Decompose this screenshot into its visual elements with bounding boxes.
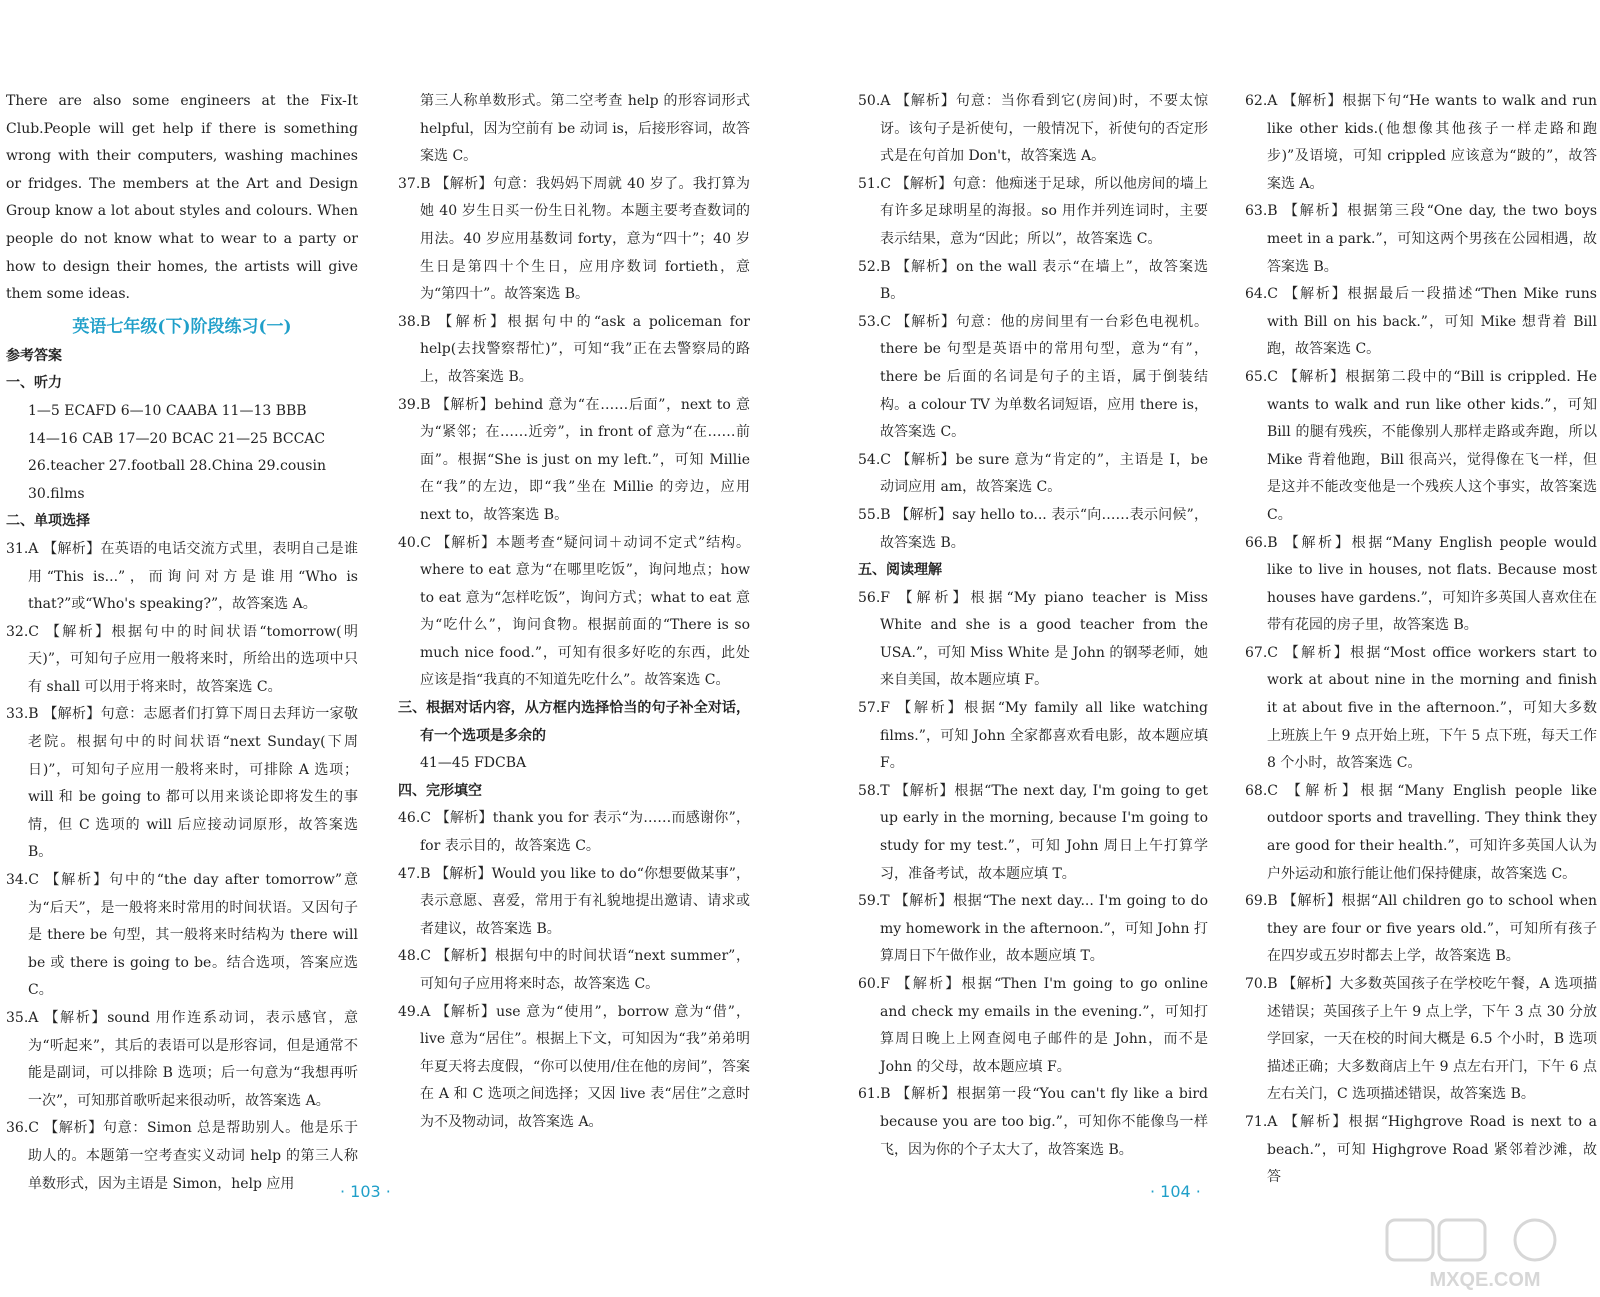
paragraph: 46.C 【解析】thank you for 表示“为……而感谢你”，for 表示目的，故答案选 C。 — [398, 810, 750, 855]
column-1 — [6, 88, 358, 1198]
paragraph: 48.C 【解析】根据句中的时间状语“next summer”，可知句子应用将来时态，故答案选 C。 — [398, 948, 750, 992]
paragraph: 40.C 【解析】本题考查“疑问词＋动词不定式”结构。where to eat 意为“在哪里吃饭”，询问地点；how to eat 意为“怎样吃饭”，询问方式；what to eat 意为“吃什么”，询问食物。根据前面的“There is so much nice food.”，可知有很多好吃的东西，此处应该是指“我真的不知道先吃什么”。故答案选 C。 — [398, 534, 750, 689]
page-number-right: · 104 · — [1150, 1182, 1201, 1201]
section-heading: 参考答案 — [6, 347, 62, 364]
paragraph: 36.C 【解析】句意：Simon 总是帮助别人。他是乐于助人的。本题第一空考查实义动词 help 的第三人称单数形式，因为主语是 Simon，help 应用 — [6, 1120, 358, 1192]
paragraph: 68.C 【解析】根据“Many English people like outdoor sports and travelling. They think they are good for their health.”，可知许多英国人认为户外运动和旅行能让他们保持健康，故答案选 C。 — [1245, 782, 1597, 882]
paragraph: 33.B 【解析】句意：志愿者们打算下周日去拜访一家敬老院。根据句中的时间状语“next Sunday(下周日)”，可知句子应用一般将来时，可排除 A 选项；will 和 be going to 都可以用来谈论即将发生的事情，但 C 选项的 will 后应接动词原形，故答案选 B。 — [6, 706, 358, 861]
section-title: 英语七年级(下)阶段练习(一) — [72, 316, 292, 337]
paragraph: 57.F 【解析】根据“My family all like watching films.”，可知 John 全家都喜欢看电影，故本题应填 F。 — [858, 700, 1208, 772]
paragraph: 47.B 【解析】Would you like to do“你想要做某事”，表示意愿、喜爱，常用于有礼貌地提出邀请、请求或者建议，故答案选 B。 — [398, 865, 750, 937]
paragraph: 35.A 【解析】sound 用作连系动词，表示感官，意为“听起来”，其后的表语可以是形容词，但是通常不能是副词，可以排除 B 选项；后一句意为“我想再听一次”，可知那首歌听起来很动听，故答案选 A。 — [6, 1010, 358, 1109]
section-heading: 四、完形填空 — [398, 782, 482, 799]
paragraph: 66.B 【解析】根据“Many English people would like to live in houses, not flats. Because most houses have gardens.”，可知许多英国人喜欢住在带有花园的房子里，故答案选 B。 — [1245, 534, 1597, 634]
page-number-left: · 103 · — [340, 1182, 391, 1201]
paragraph: 63.B 【解析】根据第三段“One day, the two boys meet in a park.”，可知这两个男孩在公园相遇，故答案选 B。 — [1245, 203, 1597, 275]
column-2 — [398, 88, 750, 1137]
paragraph: 60.F 【解析】根据“Then I'm going to go online and check my emails in the evening.”，可知打算周日晚上上网查阅电子邮件的是 John，而不是 John 的父母，故本题应填 F。 — [858, 976, 1208, 1075]
column-4 — [1245, 88, 1597, 1192]
paragraph: 38.B 【解析】根据句中的“ask a policeman for help(去找警察帮忙)”，可知“我”正在去警察局的路上，故答案选 B。 — [398, 313, 750, 385]
section-heading: 三、根据对话内容，从方框内选择恰当的句子补全对话，有一个选项是多余的 — [398, 700, 750, 744]
paragraph: 30.films — [28, 485, 85, 502]
paragraph: 56.F 【解析】根据“My piano teacher is Miss White and she is a good teacher from the USA.”，可知 Miss White 是 John 的钢琴老师，她来自美国，故本题应填 F。 — [858, 589, 1208, 689]
paragraph: 37.B 【解析】句意：我妈妈下周就 40 岁了。我打算为她 40 岁生日买一份生日礼物。本题主要考查数词的用法。40 岁应用基数词 forty，意为“四十”；40 岁生日是第四十个生日，应用序数词 fortieth，意为“第四十”。故答案选 B。 — [398, 175, 750, 303]
paragraph: 41—45 FDCBA — [420, 755, 527, 772]
paragraph: 26.teacher 27.football 28.China 29.cousin — [28, 458, 326, 475]
paragraph: 1—5 ECAFD 6—10 CAABA 11—13 BBB — [28, 402, 307, 419]
paragraph: 64.C 【解析】根据最后一段描述“Then Mike runs with Bill on his back.”，可知 Mike 想背着 Bill 跑，故答案选 C。 — [1245, 286, 1597, 358]
paragraph: 58.T 【解析】根据“The next day, I'm going to get up early in the morning, because I'm going to study for my test.”，可知 John 周日上午打算学习，准备考试，故本题应填 T。 — [858, 782, 1208, 882]
paragraph: 53.C 【解析】句意：他的房间里有一台彩色电视机。there be 句型是英语中的常用句型，意为“有”，there be 后面的名词是句子的主语，属于倒装结构。a colour TV 为单数名词短语，应用 there is，故答案选 C。 — [858, 313, 1208, 441]
paragraph: 39.B 【解析】behind 意为“在……后面”，next to 意为“紧邻；在……近旁”，in front of 意为“在……前面”。根据“She is just on my left.”，可知 Millie 在“我”的左边，即“我”坐在 Millie 的旁边，应用 next to，故答案选 B。 — [398, 396, 750, 523]
section-heading: 一、听力 — [6, 375, 62, 392]
paragraph: 31.A 【解析】在英语的电话交流方式里，表明自己是谁用“This is...”，而询问对方是谁用“Who is that?”或“Who's speaking?”，故答案选 A。 — [6, 540, 358, 613]
paragraph: 54.C 【解析】be sure 意为“肯定的”，主语是 I，be 动词应用 am，故答案选 C。 — [858, 451, 1208, 496]
watermark-logo — [1385, 1218, 1585, 1293]
paragraph: 70.B 【解析】大多数英国孩子在学校吃午餐，A 选项描述错误；英国孩子上午 9 点上学，下午 3 点 30 分放学回家，一天在校的时间大概是 6.5 个小时，B 选项描述正确；大多数商店上午 9 点左右开门，下午 6 点左右关门，C 选项描述错误，故答案选 B。 — [1245, 976, 1597, 1103]
paragraph: 51.C 【解析】句意：他痴迷于足球，所以他房间的墙上有许多足球明星的海报。so 用作并列连词时，主要表示结果，意为“因此；所以”，故答案选 C。 — [858, 175, 1208, 247]
paragraph: 71.A 【解析】根据“Highgrove Road is next to a beach.”，可知 Highgrove Road 紧邻着沙滩，故答 — [1245, 1113, 1597, 1186]
paragraph: 61.B 【解析】根据第一段“You can't fly like a bird because you are too big.”，可知你不能像鸟一样飞，因为你的个子太大了，故答案选 B。 — [858, 1086, 1208, 1158]
paragraph: 32.C 【解析】根据句中的时间状语“tomorrow(明天)”，可知句子应用一般将来时，所给出的选项中只有 shall 可以用于将来时，故答案选 C。 — [6, 623, 358, 695]
paragraph: 50.A 【解析】句意：当你看到它(房间)时，不要太惊讶。该句子是祈使句，一般情况下，祈使句的否定形式是在句首加 Don't，故答案选 A。 — [858, 93, 1208, 165]
paragraph: 69.B 【解析】根据“All children go to school when they are four or five years old.”，可知所有孩子在四岁或五岁时都去上学，故答案选 B。 — [1245, 893, 1597, 965]
watermark-text: MXQE.COM — [1429, 1269, 1541, 1291]
paragraph: 第三人称单数形式。第二空考查 help 的形容词形式 helpful，因为空前有 be 动词 is，后接形容词，故答案选 C。 — [420, 93, 750, 165]
column-3 — [858, 88, 1208, 1164]
section-heading: 五、阅读理解 — [858, 562, 942, 579]
paragraph: 62.A 【解析】根据下句“He wants to walk and run like other kids.(他想像其他孩子一样走路和跑步)”及语境，可知 crippled 应该意为“跛的”，故答案选 A。 — [1245, 93, 1597, 192]
paragraph: There are also some engineers at the Fix-It Club.People will get help if there is something wrong with their computers, washing machines or fridges. The members at the Art and Design Group know a lot about styles and colours. When people do not know what to wear to a party or how to design their homes, the artists will give them some ideas. — [6, 93, 358, 303]
paragraph: 34.C 【解析】句中的“the day after tomorrow”意为“后天”，是一般将来时常用的时间状语。又因句子是 there be 句型，其一般将来时结构为 there will be 或 there is going to be。结合选项，答案应选 C。 — [6, 872, 358, 999]
paragraph: 67.C 【解析】根据“Most office workers start to work at about nine in the morning and finish it at about five in the afternoon.”，可知大多数上班族上午 9 点开始上班，下午 5 点下班，每天工作 8 个小时，故答案选 C。 — [1245, 644, 1597, 772]
paragraph: 14—16 CAB 17—20 BCAC 21—25 BCCAC — [28, 430, 326, 447]
paragraph: 55.B 【解析】say hello to... 表示“向……表示问候”，故答案选 B。 — [858, 506, 1208, 551]
paragraph: 59.T 【解析】根据“The next day... I'm going to do my homework in the afternoon.”，可知 John 打算周日下午做作业，故本题应填 T。 — [858, 893, 1208, 965]
paragraph: 49.A 【解析】use 意为“使用”，borrow 意为“借”，live 意为“居住”。根据上下文，可知因为“我”弟弟明年夏天将去度假，“你可以使用/住在他的房间”，答案在 A 和 C 选项之间选择；又因 live 表“居住”之意时为不及物动词，故答案选 A。 — [398, 1003, 750, 1130]
section-heading: 二、单项选择 — [6, 513, 90, 530]
paragraph: 52.B 【解析】on the wall 表示“在墙上”，故答案选 B。 — [858, 258, 1208, 303]
paragraph: 65.C 【解析】根据第二段中的“Bill is crippled. He wants to walk and run like other kids.”，可知 Bill 的腿有残疾，不能像别人那样走路或奔跑，所以 Mike 背着他跑，Bill 很高兴，觉得像在飞一样，但是这并不能改变他是一个残疾人这个事实，故答案选 C。 — [1245, 368, 1597, 523]
